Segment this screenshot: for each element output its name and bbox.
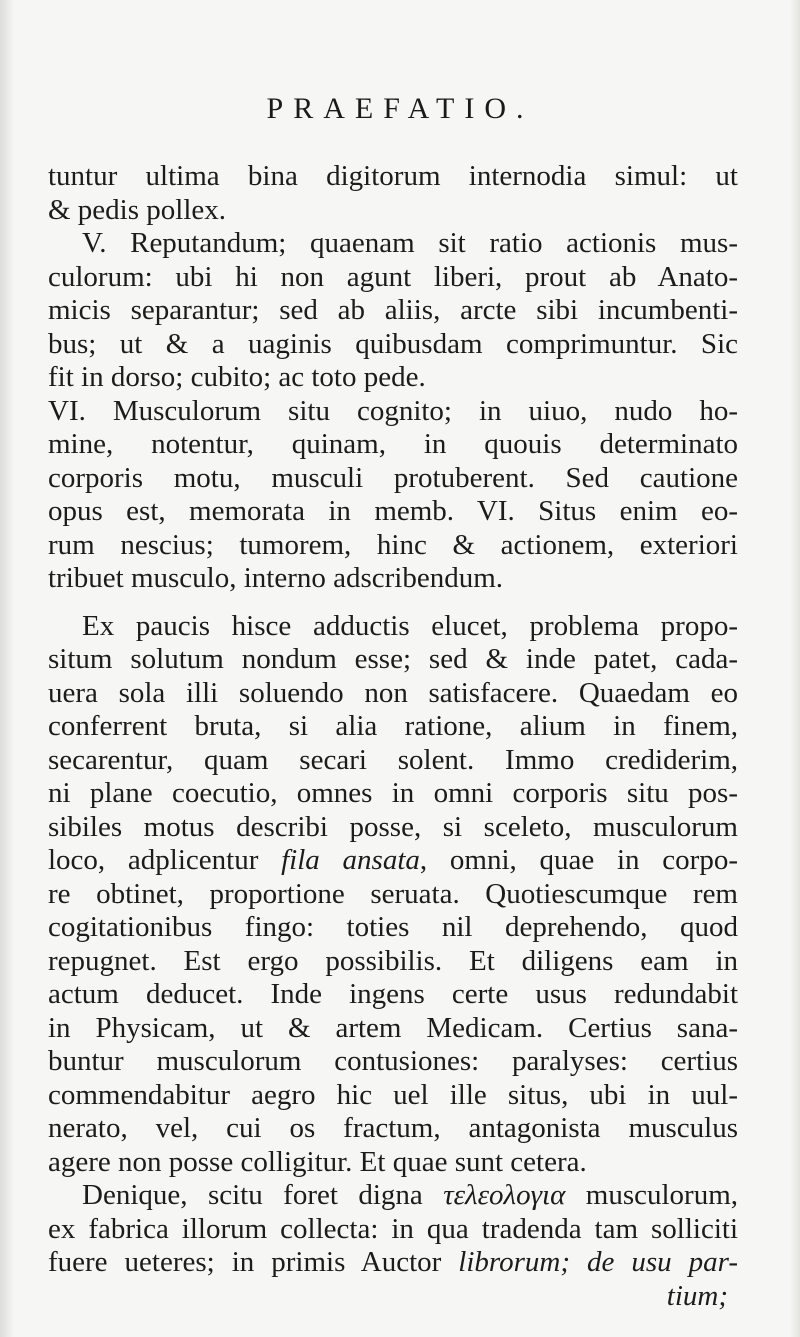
italic-phrase: fila ansata: [281, 844, 420, 876]
text-line: [48, 844, 738, 878]
text-line: re obtinet, proportione seruata. Quotiescumque rem: [48, 877, 738, 910]
catchword: tium;: [666, 1279, 728, 1312]
body-text: [48, 160, 738, 1313]
text-line: corporis motu, musculi protuberent. Sed cautione: [48, 461, 738, 494]
text-line: Ex paucis hisce adductis elucet, problema propo-: [82, 609, 738, 642]
text-line: ex fabrica illorum collecta: in qua tradenda tam solliciti: [48, 1212, 738, 1245]
text-line: cogitationibus fingo: toties nil deprehendo, quod: [48, 911, 738, 943]
text-line: tribuet musculo, interno adscribendum.: [48, 562, 504, 594]
text-line: VI. Musculorum situ cognito; in uiuo, nudo ho-: [48, 394, 738, 427]
text-line: mine, notentur, quinam, in quouis determinato: [48, 428, 738, 460]
text-line: buntur musculorum contusiones: paralyses: certius: [48, 1045, 738, 1077]
text-line: & pedis pollex.: [48, 193, 227, 226]
text-line: [48, 1246, 738, 1280]
text-line: fit in dorso; cubito; ac toto pede.: [48, 361, 426, 393]
text-line: culorum: ubi hi non agunt liberi, prout ab Anato-: [48, 260, 738, 293]
text-line: commendabitur aegro hic uel ille situs, ubi in uul-: [48, 1078, 738, 1111]
paragraph: [48, 160, 738, 227]
text-segment: musculorum,: [585, 1179, 739, 1211]
text-line: sibiles motus describi posse, si sceleto, musculorum: [48, 810, 738, 843]
text-line: ni plane coecutio, omnes in omni corporis situ pos-: [48, 777, 738, 809]
text-segment: loco, adplicentur: [48, 844, 259, 876]
paragraph: [48, 227, 738, 395]
text-segment: , omni, quae in corpo-: [419, 844, 738, 876]
paragraph: [48, 395, 738, 596]
text-line: conferrent bruta, si alia ratione, alium in finem,: [48, 710, 738, 742]
text-line: micis separantur; sed ab aliis, arcte sibi incumbenti-: [48, 294, 738, 326]
running-head: PRAEFATIO.: [266, 92, 534, 125]
paragraph-gap: [48, 596, 738, 610]
text-segment: Denique, scitu foret digna: [82, 1179, 423, 1211]
text-line: agere non posse colligitur. Et quae sunt cetera.: [48, 1145, 587, 1178]
paragraph: [48, 1179, 738, 1313]
text-line: V. Reputandum; quaenam sit ratio actionis mus-: [82, 227, 738, 259]
text-line: actum deducet. Inde ingens certe usus redundabit: [48, 978, 738, 1010]
text-line: rum nescius; tumorem, hinc & actionem, exteriori: [48, 528, 738, 561]
text-line: nerato, vel, cui os fractum, antagonista musculus: [48, 1112, 738, 1144]
text-line: situm solutum nondum esse; sed & inde patet, cada-: [48, 643, 738, 675]
text-line: [48, 1179, 738, 1213]
greek-word: τελεολογια: [443, 1179, 566, 1211]
text-line: opus est, memorata in memb. VI. Situs enim eo-: [48, 495, 738, 527]
text-line: in Physicam, ut & artem Medicam. Certius sana-: [48, 1011, 738, 1044]
text-segment: fuere ueteres; in primis Auctor: [48, 1246, 442, 1278]
text-line: uera sola illi soluendo non satisfacere. Quaedam eo: [48, 676, 738, 709]
paragraph: [48, 610, 738, 1180]
text-line: repugnet. Est ergo possibilis. Et diligens eam in: [48, 944, 738, 977]
text-line: secarentur, quam secari solent. Immo crediderim,: [48, 743, 738, 776]
text-line: tuntur ultima bina digitorum internodia simul: ut: [48, 160, 738, 192]
italic-phrase: librorum; de usu par-: [458, 1246, 738, 1278]
text-line: bus; ut & a uaginis quibusdam comprimuntur. Sic: [48, 327, 738, 360]
